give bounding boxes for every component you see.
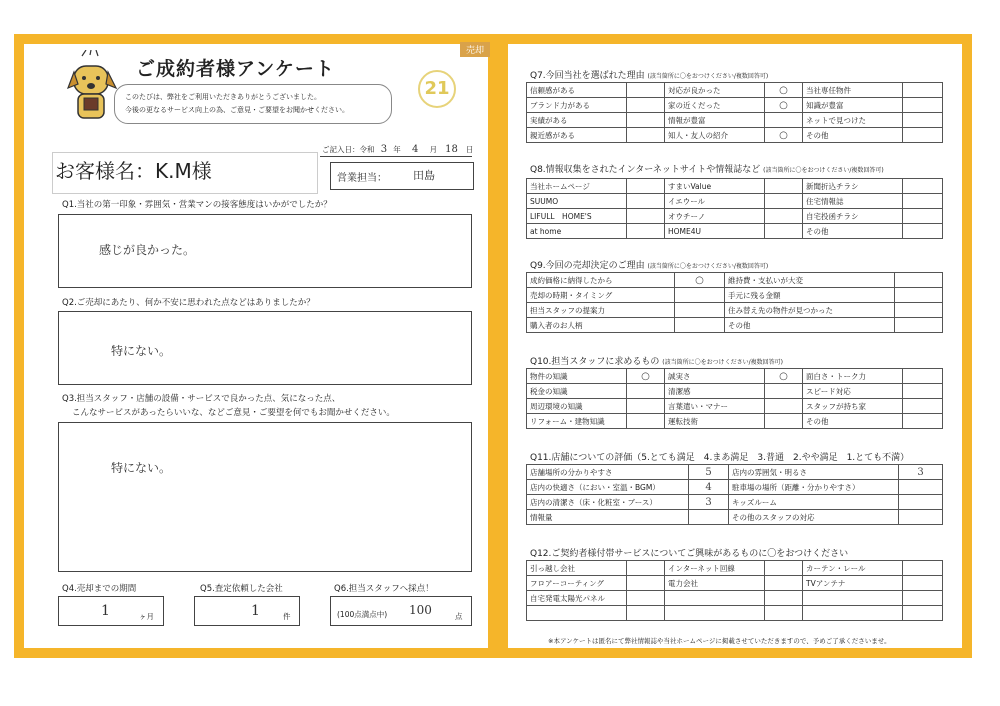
- q7-mark-cell[interactable]: [903, 128, 943, 143]
- q12-mark-cell[interactable]: [765, 606, 803, 621]
- q8-title-row: [530, 162, 884, 175]
- q10-label-cell: 誠実さ: [665, 369, 765, 384]
- q7-label-cell: 信頼感がある: [527, 83, 627, 98]
- q12-mark-cell[interactable]: [903, 591, 943, 606]
- date-month: 4: [411, 144, 419, 155]
- q5-answer-box: [194, 596, 300, 626]
- q1-label: Q1.当社の第一印象・雰囲気・営業マンの接客態度はいかがでしたか？: [62, 200, 332, 210]
- q8-label-cell: 自宅投函チラシ: [803, 209, 903, 224]
- q10-row: [527, 399, 943, 414]
- q12-row: [527, 591, 943, 606]
- q10-label-cell: 運転技術: [665, 414, 765, 429]
- q9-mark-cell[interactable]: [675, 303, 725, 318]
- q12-title: Q12.ご契約者様付帯サービスについてご興味があるものに〇をおつけください: [530, 549, 849, 559]
- q9-label-cell: 維持費・支払いが大変: [725, 273, 895, 288]
- q2-label: Q2.ご売却にあたり、何か不安に思われた点などはありましたか？: [62, 298, 315, 308]
- q12-mark-cell[interactable]: [765, 576, 803, 591]
- q8-mark-cell[interactable]: [903, 224, 943, 239]
- q4-unit: ヶ月: [139, 612, 154, 621]
- q8-row: [527, 224, 943, 239]
- q2-answer: 特にない。: [111, 344, 172, 358]
- q10-mark-cell[interactable]: ○: [765, 369, 803, 384]
- left-page: [14, 34, 498, 658]
- q8-label-cell: LIFULL HOME'S: [527, 209, 627, 224]
- q12-mark-cell[interactable]: [627, 591, 665, 606]
- q8-mark-cell[interactable]: [627, 194, 665, 209]
- q7-row: [527, 128, 943, 143]
- q12-mark-cell[interactable]: [765, 561, 803, 576]
- q7-label-cell: 知識が豊富: [803, 98, 903, 113]
- q9-label-cell: 住み替え先の物件が見つかった: [725, 303, 895, 318]
- q8-label-cell: すまいValue: [665, 179, 765, 194]
- date-label: ご記入日：令和: [322, 145, 375, 154]
- q12-row: [527, 606, 943, 621]
- intro-line-2: 今後の更なるサービス向上の為、ご意見・ご要望をお聞かせください。: [125, 106, 349, 114]
- q9-row: [527, 318, 943, 333]
- q12-mark-cell[interactable]: [627, 606, 665, 621]
- q12-mark-cell[interactable]: [903, 561, 943, 576]
- q4-label: Q4.売却までの期間: [62, 584, 137, 594]
- q8-label-cell: イエウール: [665, 194, 765, 209]
- q7-mark-cell[interactable]: [765, 113, 803, 128]
- q1-answer: 感じが良かった。: [99, 243, 196, 257]
- q8-label-cell: HOME4U: [665, 224, 765, 239]
- q11-label-cell: 店内の快適さ（におい・室温・BGM）: [527, 480, 689, 495]
- q7-label-cell: 家の近くだった: [665, 98, 765, 113]
- q8-row: [527, 179, 943, 194]
- q11-label-cell: 店内の清潔さ（床・化粧室・ブース）: [527, 495, 689, 510]
- q12-mark-cell[interactable]: [765, 591, 803, 606]
- q10-label-cell: その他: [803, 414, 903, 429]
- q11-mark-cell[interactable]: 3: [899, 465, 943, 480]
- survey-number: 21: [418, 70, 456, 108]
- q10-mark-cell[interactable]: [903, 414, 943, 429]
- q11-row: [527, 465, 943, 480]
- q9-note: (該当箇所に〇をおつけください/複数回答可): [647, 263, 769, 270]
- q8-label-cell: at home: [527, 224, 627, 239]
- q9-mark-cell[interactable]: ○: [675, 273, 725, 288]
- q7-label-cell: ブランド力がある: [527, 98, 627, 113]
- staff-box: [330, 162, 474, 190]
- q6-label: Q6.担当スタッフへ採点！: [334, 584, 434, 594]
- q10-mark-cell[interactable]: ○: [627, 369, 665, 384]
- q7-label-cell: 当社専任物件: [803, 83, 903, 98]
- q7-label-cell: その他: [803, 128, 903, 143]
- q12-label-cell: [665, 591, 765, 606]
- q11-title: Q11.店舗についての評価（5.とても満足 4.まあ満足 3.普通 2.やや満足 1.とても不満）: [530, 453, 910, 463]
- q10-label-cell: 清潔感: [665, 384, 765, 399]
- q9-label-cell: 購入者のお人柄: [527, 318, 675, 333]
- q8-label-cell: オウチーノ: [665, 209, 765, 224]
- q11-row: [527, 480, 943, 495]
- q12-mark-cell[interactable]: [903, 606, 943, 621]
- q7-row: [527, 98, 943, 113]
- q7-mark-cell[interactable]: [627, 128, 665, 143]
- q12-label-cell: インターネット回線: [665, 561, 765, 576]
- q8-mark-cell[interactable]: [765, 224, 803, 239]
- q11-label-cell: 駐車場の場所（距離・分かりやすさ）: [729, 480, 899, 495]
- q10-label-cell: スピード対応: [803, 384, 903, 399]
- q7-title-row: [530, 68, 768, 81]
- q12-mark-cell[interactable]: [627, 561, 665, 576]
- q10-row: [527, 384, 943, 399]
- q10-row: [527, 369, 943, 384]
- date-year: 3: [380, 144, 388, 155]
- q12-label-cell: カーテン・レール: [803, 561, 903, 576]
- q10-mark-cell[interactable]: [765, 414, 803, 429]
- q9-mark-cell[interactable]: [675, 318, 725, 333]
- q8-row: [527, 209, 943, 224]
- q10-mark-cell[interactable]: [765, 399, 803, 414]
- q9-title: Q9.今回の売却決定のご理由: [530, 261, 645, 271]
- q10-label-cell: 周辺環境の知識: [527, 399, 627, 414]
- q8-label-cell: SUUMO: [527, 194, 627, 209]
- q7-title: Q7.今回当社を選ばれた理由: [530, 71, 645, 81]
- q10-row: [527, 414, 943, 429]
- q8-row: [527, 194, 943, 209]
- q11-label-cell: キッズルーム: [729, 495, 899, 510]
- q11-table: [526, 464, 943, 525]
- q3-answer-box: [58, 422, 472, 572]
- q8-mark-cell[interactable]: [627, 224, 665, 239]
- q8-mark-cell[interactable]: [903, 209, 943, 224]
- q10-title: Q10.担当スタッフに求めるもの: [530, 357, 660, 367]
- q10-mark-cell[interactable]: [765, 384, 803, 399]
- q6-unit: 点: [455, 612, 463, 621]
- q7-mark-cell[interactable]: [627, 98, 665, 113]
- q7-label-cell: 実績がある: [527, 113, 627, 128]
- q10-label-cell: 面白さ・トーク力: [803, 369, 903, 384]
- q7-mark-cell[interactable]: [627, 83, 665, 98]
- q9-mark-cell[interactable]: [895, 273, 943, 288]
- q8-mark-cell[interactable]: [627, 179, 665, 194]
- q12-mark-cell[interactable]: [627, 576, 665, 591]
- q10-label-cell: 物件の知識: [527, 369, 627, 384]
- q8-mark-cell[interactable]: [765, 194, 803, 209]
- q10-table: [526, 368, 943, 429]
- q7-label-cell: 知人・友人の紹介: [665, 128, 765, 143]
- q6-answer: 100: [409, 603, 432, 617]
- q11-mark-cell[interactable]: 5: [689, 465, 729, 480]
- q7-label-cell: ネットで見つけた: [803, 113, 903, 128]
- q12-row: [527, 576, 943, 591]
- q11-mark-cell[interactable]: [899, 510, 943, 525]
- q9-label-cell: 担当スタッフの提案力: [527, 303, 675, 318]
- q7-mark-cell[interactable]: ○: [765, 98, 803, 113]
- right-page: [498, 34, 972, 658]
- q8-label-cell: 住宅情報誌: [803, 194, 903, 209]
- q12-label-cell: フロアーコーティング: [527, 576, 627, 591]
- q10-label-cell: 税金の知識: [527, 384, 627, 399]
- q10-label-cell: 言葉遣い・マナー: [665, 399, 765, 414]
- q12-label-cell: 引っ越し会社: [527, 561, 627, 576]
- customer-box: [52, 152, 318, 194]
- q9-mark-cell[interactable]: [895, 288, 943, 303]
- q7-mark-cell[interactable]: [627, 113, 665, 128]
- q6-prefix: (100点満点中): [337, 610, 388, 619]
- date-underline: [320, 156, 472, 157]
- q11-mark-cell[interactable]: [689, 510, 729, 525]
- q11-mark-cell[interactable]: [899, 495, 943, 510]
- q7-mark-cell[interactable]: [903, 113, 943, 128]
- q12-label-cell: [665, 606, 765, 621]
- q4-answer: 1: [101, 603, 110, 619]
- q7-note: (該当箇所に〇をおつけください/複数回答可): [647, 73, 769, 80]
- staff-label: 営業担当：: [337, 173, 387, 184]
- q11-row: [527, 495, 943, 510]
- q12-mark-cell[interactable]: [903, 576, 943, 591]
- q9-row: [527, 273, 943, 288]
- q6-answer-box: [330, 596, 472, 626]
- q8-mark-cell[interactable]: [903, 194, 943, 209]
- footer-note: ※本アンケートは匿名にて弊社情報誌や当社ホームページに掲載させていただきますので、予めご了承くださいませ。: [548, 637, 891, 645]
- q10-label-cell: リフォーム・建物知識: [527, 414, 627, 429]
- q3-label-line-1: Q3.担当スタッフ・店舗の設備・サービスで良かった点、気になった点、: [62, 394, 341, 404]
- q10-title-row: [530, 354, 783, 367]
- date-day: 18: [445, 144, 458, 155]
- q10-mark-cell[interactable]: [627, 399, 665, 414]
- q7-mark-cell[interactable]: ○: [765, 83, 803, 98]
- q9-label-cell: 売却の時期・タイミング: [527, 288, 675, 303]
- q11-mark-cell[interactable]: 3: [689, 495, 729, 510]
- date-row: [322, 144, 473, 155]
- q7-label-cell: 対応が良かった: [665, 83, 765, 98]
- q3-label-line-2: こんなサービスがあったらいいな、などご意見・ご要望を何でもお聞かせください。: [72, 408, 395, 418]
- q5-unit: 件: [283, 612, 291, 621]
- q8-mark-cell[interactable]: [903, 179, 943, 194]
- q12-label-cell: [527, 606, 627, 621]
- q9-label-cell: 手元に残る金額: [725, 288, 895, 303]
- q9-row: [527, 288, 943, 303]
- intro-bubble: [114, 84, 392, 124]
- q7-row: [527, 113, 943, 128]
- q8-mark-cell[interactable]: [765, 179, 803, 194]
- q9-table: [526, 272, 943, 333]
- q10-mark-cell[interactable]: [627, 384, 665, 399]
- q7-mark-cell[interactable]: ○: [765, 128, 803, 143]
- q9-label-cell: 成約価格に納得したから: [527, 273, 675, 288]
- q7-label-cell: 親近感がある: [527, 128, 627, 143]
- q10-mark-cell[interactable]: [627, 414, 665, 429]
- q11-label-cell: その他のスタッフの対応: [729, 510, 899, 525]
- q8-note: (該当箇所に〇をおつけください/複数回答可): [763, 167, 884, 174]
- q10-mark-cell[interactable]: [903, 369, 943, 384]
- q8-mark-cell[interactable]: [765, 209, 803, 224]
- q9-mark-cell[interactable]: [895, 318, 943, 333]
- q9-mark-cell[interactable]: [675, 288, 725, 303]
- intro-line-1: このたびは、弊社をご利用いただきありがとうございました。: [125, 93, 321, 101]
- q8-mark-cell[interactable]: [627, 209, 665, 224]
- q8-label-cell: 当社ホームページ: [527, 179, 627, 194]
- q12-label-cell: 自宅発電太陽光パネル: [527, 591, 627, 606]
- q12-row: [527, 561, 943, 576]
- q7-mark-cell[interactable]: [903, 83, 943, 98]
- q12-table: [526, 560, 943, 621]
- q9-title-row: [530, 258, 768, 271]
- sale-tag: 売却: [460, 42, 490, 57]
- q11-label-cell: 情報量: [527, 510, 689, 525]
- q10-mark-cell[interactable]: [903, 399, 943, 414]
- date-day-unit: 日: [465, 145, 474, 154]
- staff-value: 田島: [413, 169, 435, 182]
- q9-label-cell: その他: [725, 318, 895, 333]
- date-month-unit: 月: [429, 145, 438, 154]
- q8-table: [526, 178, 943, 239]
- customer-name: お客様名：K.M様: [55, 159, 212, 183]
- q5-label: Q5.査定依頼した会社: [200, 584, 283, 594]
- q8-title: Q8.情報収集をされたインターネットサイトや情報誌など: [530, 165, 761, 175]
- date-year-unit: 年: [393, 145, 401, 154]
- q12-label-cell: 電力会社: [665, 576, 765, 591]
- q11-label-cell: 店内の雰囲気・明るさ: [729, 465, 899, 480]
- q8-label-cell: その他: [803, 224, 903, 239]
- q8-label-cell: 新聞折込チラシ: [803, 179, 903, 194]
- q4-answer-box: [58, 596, 164, 626]
- q3-answer: 特にない。: [111, 461, 172, 475]
- q12-label-cell: [803, 591, 903, 606]
- survey-title: ご成約者様アンケート: [136, 58, 335, 80]
- q12-label-cell: TVアンテナ: [803, 576, 903, 591]
- q10-mark-cell[interactable]: [903, 384, 943, 399]
- q1-answer-box: [58, 214, 472, 288]
- q9-mark-cell[interactable]: [895, 303, 943, 318]
- q10-note: (該当箇所に〇をおつけください/複数回答可): [662, 359, 783, 366]
- q2-answer-box: [58, 311, 472, 385]
- q12-label-cell: [803, 606, 903, 621]
- q11-row: [527, 510, 943, 525]
- q9-row: [527, 303, 943, 318]
- q11-mark-cell[interactable]: 4: [689, 480, 729, 495]
- q7-mark-cell[interactable]: [903, 98, 943, 113]
- q7-row: [527, 83, 943, 98]
- q5-answer: 1: [251, 603, 260, 619]
- q11-label-cell: 店舗場所の分かりやすさ: [527, 465, 689, 480]
- q7-table: [526, 82, 943, 143]
- q11-mark-cell[interactable]: [899, 480, 943, 495]
- q10-label-cell: スタッフが持ち家: [803, 399, 903, 414]
- q7-label-cell: 情報が豊富: [665, 113, 765, 128]
